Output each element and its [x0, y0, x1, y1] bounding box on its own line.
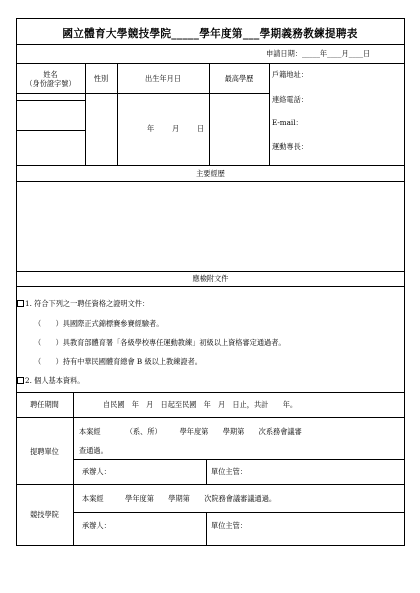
rule-name-2 [16, 130, 85, 131]
div-label-col [73, 392, 74, 545]
rule-exp-top [16, 165, 405, 166]
apply-date[interactable]: 申請日期：_____年____月____日 [266, 49, 371, 58]
div-gender [117, 63, 118, 165]
rule-header [16, 93, 269, 94]
birth-month[interactable]: 月 [172, 124, 180, 133]
div-unit-sign [206, 459, 207, 484]
rule-college-top [16, 484, 405, 485]
rule-college-mid [73, 512, 405, 513]
id-label: （身份證字號） [25, 79, 76, 88]
form-title: 國立體育大學競技學院_____學年度第___學期義務教練提聘表 [62, 28, 358, 40]
item2-checkbox[interactable] [17, 377, 24, 384]
unit-label: 提聘單位 [30, 447, 59, 456]
address-field[interactable]: 戶籍地址： [272, 70, 308, 79]
rule-date [16, 63, 405, 64]
specialty-field[interactable]: 運動專長： [272, 142, 308, 151]
period-text[interactable]: 自民國 年 月 日起至民國 年 月 日止，共計 年。 [103, 400, 298, 409]
rule-unit-mid [73, 459, 405, 460]
unit-line-1[interactable]: 本案經 （系、所） 學年度第 學期第 次系務會議審 [79, 427, 302, 436]
experience-label: 主要經歷 [196, 169, 225, 178]
div-birth [209, 63, 210, 165]
unit-handler[interactable]: 承辦人： [82, 467, 111, 476]
rule-name-1 [16, 100, 85, 101]
div-college-sign [206, 512, 207, 545]
item1-checkbox[interactable] [17, 300, 24, 307]
name-label: 姓名 [43, 70, 58, 79]
attachments-label: 應檢附文件 [192, 274, 229, 283]
college-line-1[interactable]: 本案經 學年度第 學期第 次院務會議審議通過。 [82, 494, 277, 503]
college-label: 競技學院 [30, 510, 59, 519]
rule-att-top [16, 271, 405, 272]
experience-area[interactable] [17, 182, 404, 270]
item1-option-2[interactable]: （ ）具教育部體育署「各級學校專任運動教練」初級以上資格審定通過者。 [34, 338, 286, 347]
unit-line-2[interactable]: 查通過。 [79, 446, 108, 455]
birth-year[interactable]: 年 [147, 124, 155, 133]
college-supervisor[interactable]: 單位主管： [211, 521, 247, 530]
rule-title [16, 44, 405, 45]
item1-option-1[interactable]: （ ）具國際正式錦標賽參賽經驗者。 [34, 319, 164, 328]
period-label: 聘任期間 [30, 400, 59, 409]
gender-label: 性別 [93, 74, 109, 83]
frame-top [16, 18, 405, 19]
item1-label: 1. 符合下列之一聘任資格之證明文件： [25, 299, 150, 308]
rule-period-bottom [16, 417, 405, 418]
birth-day[interactable]: 日 [197, 124, 205, 133]
div-edu [269, 63, 270, 165]
div-name [85, 63, 86, 165]
unit-supervisor[interactable]: 單位主管： [211, 467, 247, 476]
email-field[interactable]: E-mail： [272, 118, 303, 127]
birth-label: 出生年月日 [145, 74, 181, 83]
item2-label: 2. 個人基本資料。 [25, 376, 85, 385]
frame-bottom [16, 545, 405, 546]
rule-period-top [16, 392, 405, 393]
phone-field[interactable]: 連絡電話： [272, 95, 308, 104]
education-label: 最高學歷 [224, 74, 254, 83]
college-handler[interactable]: 承辦人： [82, 521, 111, 530]
item1-option-3[interactable]: （ ）持有中華民國體育總會 B 級以上教練證者。 [34, 357, 202, 366]
rule-att-head [16, 286, 405, 287]
